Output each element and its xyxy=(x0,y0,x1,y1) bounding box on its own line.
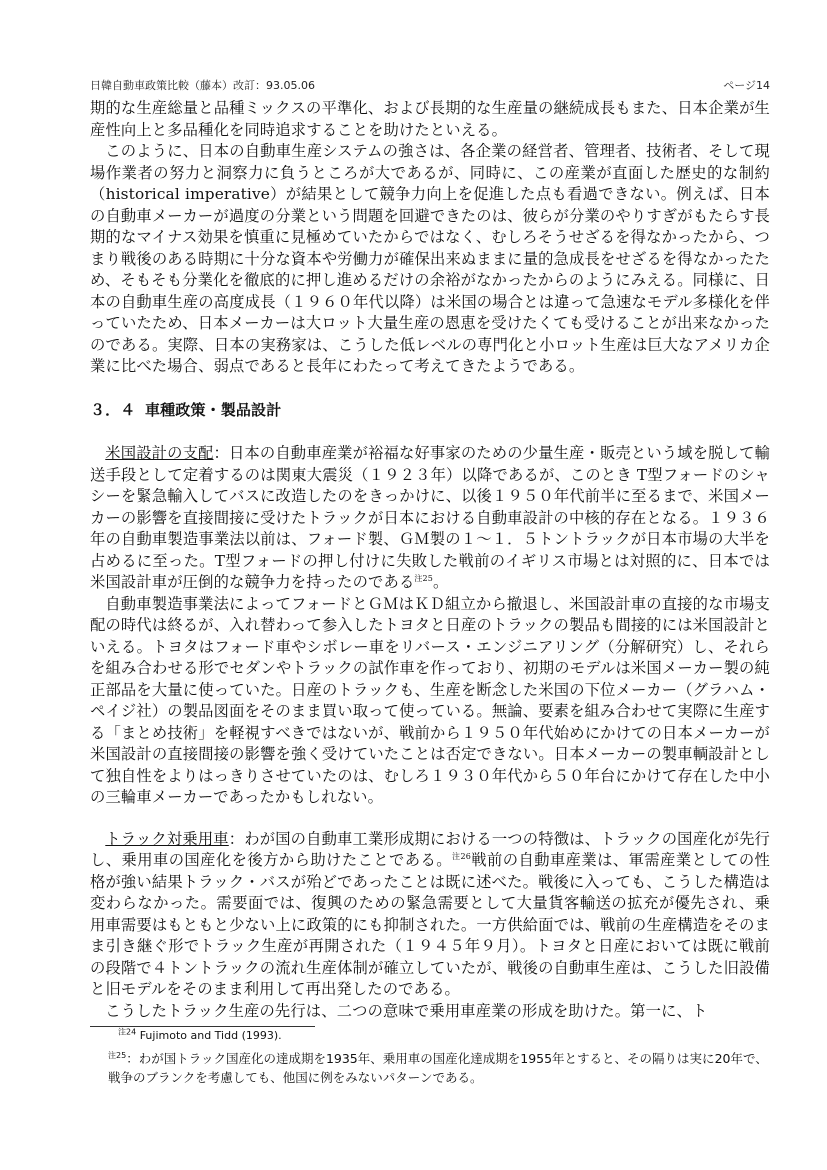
paragraph-text: 戦前の自動車産業は、軍需産業としての性格が強い結果トラック・バスが殆どであったことは既に述べた。戦後に入っても、こうした構造は変わらなかった。需要面では、復興のための緊急需要として大量貨客輸送の拡充が優先され、乗用車需要はもともと少ない上に政策的にも抑制された。一方供給面では、戦前の生産構造をそのまま引き継ぐ形でトラック生産が再開された（１９４５年９月）。トヨタと日産においては既に戦前の段階で４トントラックの流れ生産体制が確立していたが、戦後の自動車生産は、こうした旧設備と旧モデルをそのまま利用して再出発したのである。 xyxy=(90,851,771,998)
footnote xyxy=(108,1049,770,1087)
paragraph-text: 。 xyxy=(433,573,449,591)
paragraph-lead: 米国設計の支配 xyxy=(105,444,214,462)
paragraph xyxy=(90,829,770,1001)
document-body xyxy=(90,98,770,1022)
footnote-text: ：わが国トラック国産化の達成期を1935年、乗用車の国産化達成期を1955年とすると、その隔りは実に20年で、戦争のブランクを考慮しても、他国に例をみないパターンである。 xyxy=(108,1051,768,1085)
footnote-ref: 注25 xyxy=(414,573,434,583)
section-number: ３．４ xyxy=(90,400,136,419)
section-title: 車種政策・製品設計 xyxy=(145,400,282,419)
footnote xyxy=(118,1029,282,1042)
paragraph: 自動車製造事業法によってフォードとＧＭはＫＤ組立から撤退し、米国設計車の直接的な市場支配の時代は終るが、入れ替わって参入したトヨタと日産のトラックの製品も間接的には米国設計といえる。トヨタはフォード車やシボレー車をリバース・エンジニアリング（分解研究）し、それらを組み合わせる形でセダンやトラックの試作車を作っており、初期のモデルは米国メーカー製の純正部品を大量に使っていた。日産のトラックも、生産を断念した米国の下位メーカー（グラハム・ペイジ社）の製品図面をそのまま買い取って使っている。無論、要素を組み合わせて実際に生産する「まとめ技術」を軽視すべきではないが、戦前から１９５０年代始めにかけての日本メーカーが米国設計の直接間接の影響を強く受けていたことは否定できない。日本メーカーの製車輌設計として独自性をよりはっきりさせていたのは、むしろ１９３０年代から５０年台にかけて存在した中小の三輪車メーカーであったかもしれない。 xyxy=(90,594,770,806)
paragraph-text: ：日本の自動車産業が裕福な好事家のための少量生産・販売という域を脱して輸送手段として定着するのは関東大震災（１９２３年）以降であるが、このとき T型フォードのシャシーを緊急輸入してバスに改造したのをきっかけに、以後１９５０年代前半に至るまで、米国メーカーの影響を直接間接に受けたトラックが日本における自動車設計の中核的存在となる。１９３６年の自動車製造事業法以前は、フォード製、ＧＭ製の１～１．５トントラックが日本市場の大半を占めるに至った。T型フォードの押し付けに失敗した戦前のイギリス市場とは対照的に、日本では米国設計車が圧倒的な競争力を持ったのである xyxy=(90,444,770,591)
paragraph: 期的な生産総量と品種ミックスの平準化、および長期的な生産量の継続成長もまた、日本企業が生産性向上と多品種化を同時追求することを助けたといえる。 xyxy=(90,99,770,139)
page-number: ページ14 xyxy=(723,79,770,92)
paragraph-gap xyxy=(90,809,770,829)
section-heading xyxy=(90,400,770,422)
paragraph: こうしたトラック生産の先行は、二つの意味で乗用車産業の形成を助けた。第一に、ト xyxy=(105,1001,708,1020)
page-header xyxy=(90,77,770,95)
footnote-mark: 注25 xyxy=(108,1050,127,1060)
footnote-text: Fujimoto and Tidd (1993). xyxy=(139,1029,282,1042)
paragraph xyxy=(90,443,770,594)
footnote-ref: 注26 xyxy=(452,851,471,861)
header-title: 日韓自動車政策比較（藤本）改訂：93.05.06 xyxy=(90,79,315,92)
paragraph-lead: トラック対乗用車 xyxy=(105,829,229,848)
paragraph-text: ：わが国の自動車工業形成期における一つの特徴は、トラックの国産化が先行し、乗用車の国産化を後方から助けたことである。 xyxy=(90,829,770,869)
footnote-mark: 注24 xyxy=(118,1027,137,1037)
paragraph: このように、日本の自動車生産システムの強さは、各企業の経営者、管理者、技術者、そして現場作業者の努力と洞察力に負うところが大であるが、同時に、この産業が直面した歴史的な制約（historical imperative）が結果として競争力向上を促進した点も看過できない。例えば、日本の自動車メーカーが過度の分業という問題を回避できたのは、彼らが分業のやりすぎがもたらす長期的なマイナス効果を慎重に見極めていたからではなく、むしろそうせざるを得なかったから、つまり戦後のある時期に十分な資本や労働力が確保出来ぬままに量的急成長をせざるを得なかったため、そもそも分業化を徹底的に押し進めるだけの余裕がなかったからのようにみえる。同様に、日本の自動車生産の高度成長（１９６０年代以降）は米国の場合とは違って急速なモデル多様化を伴っていたため、日本メーカーは大ロット大量生産の恩恵を受けたくても受けることが出来なかったのである。実際、日本の実務家は、こうした低レベルの専門化と小ロット生産は巨大なアメリカ企業に比べた場合、弱点であると長年にわたって考えてきたようである。 xyxy=(90,142,770,375)
